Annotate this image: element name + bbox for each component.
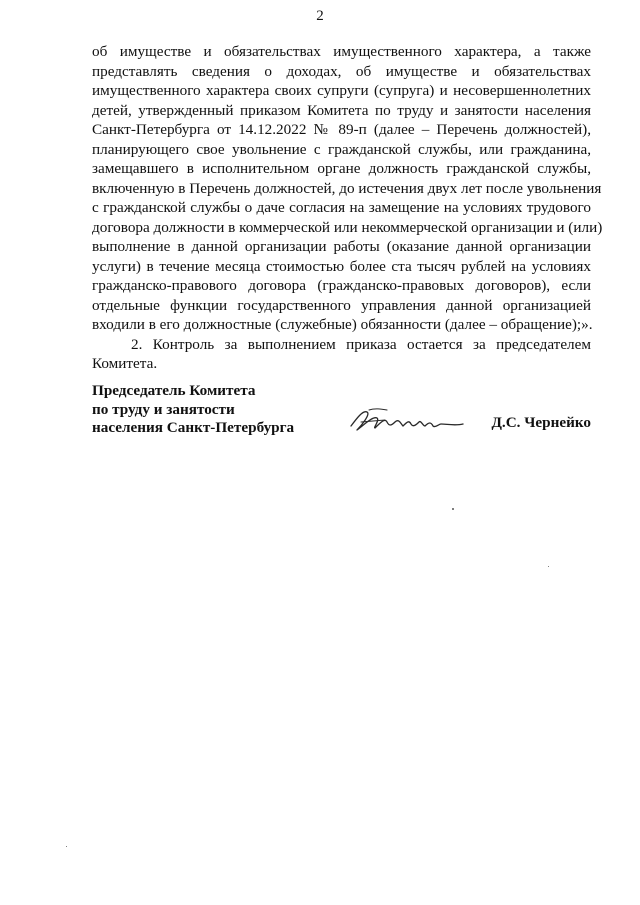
document-body [92, 42, 603, 374]
body-line: включенную в Перечень должностей, до истечения двух лет после увольнения [92, 179, 602, 197]
body-line: Санкт-Петербурга от 14.12.2022 № 89-п (далее – Перечень должностей), [92, 121, 591, 138]
body-line: гражданско-правового договора (гражданско-правовых договоров), если [92, 277, 591, 294]
body-line: планирующего свое увольнение с гражданской службы, или гражданина, [92, 140, 591, 158]
body-line: услуги) в течение месяца стоимостью более ста тысяч рублей на условиях [92, 257, 591, 275]
scan-speck [548, 566, 549, 567]
signature-block [92, 382, 591, 442]
body-line: договора должности в коммерческой или некоммерческой организации и (или) [92, 218, 603, 236]
handwritten-signature [347, 404, 467, 438]
body-line: представлять сведения о доходах, об имуществе и обязательствах [92, 62, 591, 80]
signer-title-line: населения Санкт-Петербурга [92, 419, 295, 436]
body-line: имущественного характера своих супруги (супруга) и несовершеннолетних [92, 82, 591, 99]
body-line: об имуществе и обязательствах имущественного характера, а также [92, 43, 591, 60]
body-line: с гражданской службы о даче согласия на замещение на условиях трудового [92, 199, 591, 216]
signer-title-line: по труду и занятости [92, 400, 235, 418]
paragraph-2-line: 2. Контроль за выполнением приказа остается за председателем [131, 335, 591, 353]
scan-speck [452, 508, 454, 510]
signer-name: Д.С. Чернейко [491, 414, 591, 431]
body-line: замещавшего в исполнительном органе должность гражданской службы, [92, 160, 591, 177]
paragraph-2-line: Комитета. [92, 355, 158, 372]
scan-speck [66, 846, 67, 847]
body-line: входили в его должностные (служебные) обязанности (далее – обращение);». [92, 316, 593, 333]
body-line: отдельные функции государственного управления данной организацией [92, 296, 591, 314]
body-line: детей, утвержденный приказом Комитета по труду и занятости населения [92, 101, 591, 119]
signer-title-line: Председатель Комитета [92, 382, 256, 399]
signer-title [92, 382, 294, 438]
body-line: выполнение в данной организации работы (оказание данной организации [92, 238, 591, 255]
page-number: 2 [316, 8, 324, 24]
